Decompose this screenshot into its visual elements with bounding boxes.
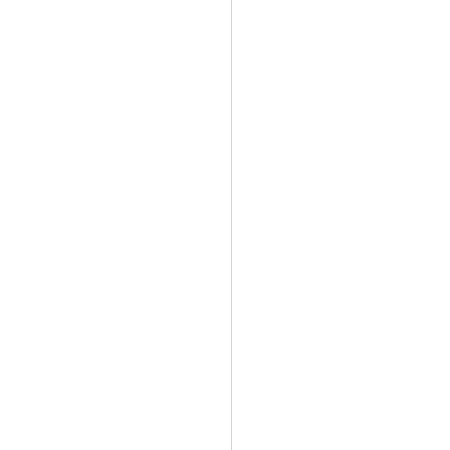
page-gutter-divider: [231, 0, 232, 450]
